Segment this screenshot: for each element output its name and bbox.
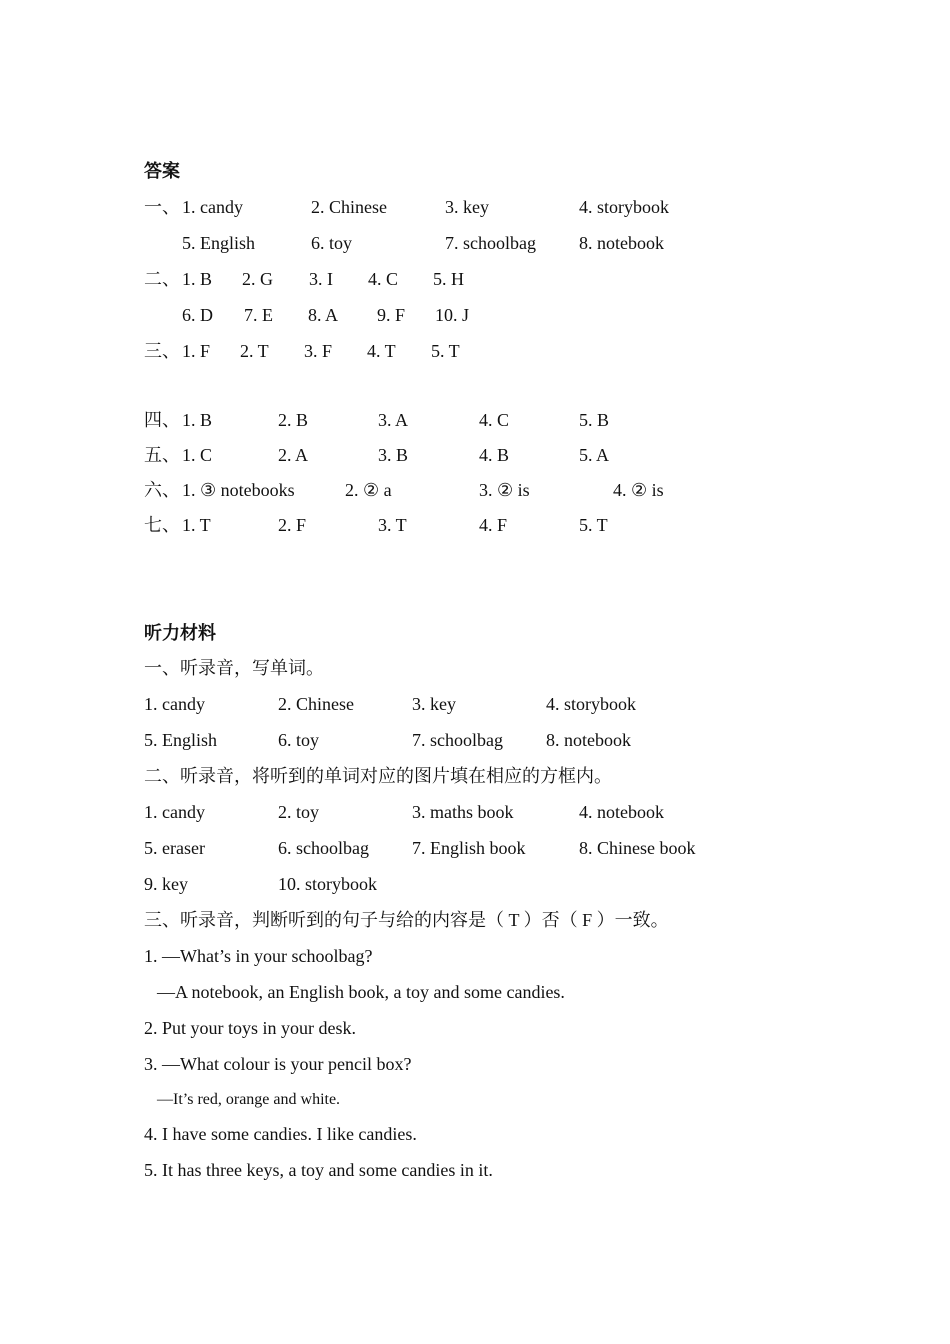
word-item: 5. English xyxy=(144,730,218,750)
word-item: 1. candy xyxy=(144,802,205,822)
answer-item: 4. ② is xyxy=(613,480,664,500)
word-item: 4. storybook xyxy=(546,694,636,714)
answer-item: 5. B xyxy=(579,410,610,430)
part-2-title: 二、听录音，将听到的单词对应的图片填在相应的方框内。 xyxy=(144,766,612,786)
word-item: 9. key xyxy=(144,874,188,894)
answer-item: 1. B xyxy=(182,269,213,289)
answer-item: 7. schoolbag xyxy=(445,233,536,253)
answer-item: 2. T xyxy=(240,341,269,361)
part-1-title: 一、听录音，写单词。 xyxy=(144,658,324,678)
answer-item: 1. ③ notebooks xyxy=(182,480,295,500)
section-number: 四、 xyxy=(144,410,180,430)
answer-item: 2. F xyxy=(278,515,307,535)
section-number: 七、 xyxy=(144,515,180,535)
part-3-title: 三、听录音，判断听到的句子与给的内容是（ T ）否（ F ）一致。 xyxy=(144,910,669,930)
answer-item: 5. T xyxy=(579,515,608,535)
section-number: 六、 xyxy=(144,480,180,500)
word-item: 3. key xyxy=(412,694,456,714)
answer-item: 1. T xyxy=(182,515,211,535)
word-item: 10. storybook xyxy=(278,874,377,894)
word-item: 4. notebook xyxy=(579,802,664,822)
answer-item: 4. F xyxy=(479,515,508,535)
answer-item: 4. C xyxy=(368,269,399,289)
answer-item: 1. C xyxy=(182,445,213,465)
answer-item: 6. toy xyxy=(311,233,353,253)
word-item: 6. toy xyxy=(278,730,320,750)
answer-item: 7. E xyxy=(244,305,273,325)
answer-item: 3. B xyxy=(378,445,409,465)
section-number: 五、 xyxy=(144,445,180,465)
section-number: 二、 xyxy=(144,269,180,289)
word-item: 7. English book xyxy=(412,838,526,858)
answer-item: 6. D xyxy=(182,305,213,325)
sentence-line: 3. —What colour is your pencil box? xyxy=(144,1054,412,1074)
answer-item: 4. storybook xyxy=(579,197,669,217)
answer-item: 3. key xyxy=(445,197,489,217)
answer-item: 9. F xyxy=(377,305,406,325)
answers-heading: 答案 xyxy=(144,161,180,181)
word-item: 3. maths book xyxy=(412,802,514,822)
answer-item: 4. T xyxy=(367,341,396,361)
answer-item: 3. F xyxy=(304,341,333,361)
sentence-line: —A notebook, an English book, a toy and some candies. xyxy=(157,982,565,1002)
section-number: 三、 xyxy=(144,341,180,361)
word-item: 7. schoolbag xyxy=(412,730,503,750)
word-item: 6. schoolbag xyxy=(278,838,369,858)
word-item: 1. candy xyxy=(144,694,205,714)
answer-item: 2. Chinese xyxy=(311,197,387,217)
answer-item: 8. notebook xyxy=(579,233,664,253)
answer-item: 5. T xyxy=(431,341,460,361)
answer-item: 5. A xyxy=(579,445,610,465)
word-item: 5. eraser xyxy=(144,838,205,858)
answer-item: 5. English xyxy=(182,233,256,253)
sentence-line: 4. I have some candies. I like candies. xyxy=(144,1124,417,1144)
answer-item: 4. B xyxy=(479,445,510,465)
word-item: 8. Chinese book xyxy=(579,838,696,858)
answer-item: 2. G xyxy=(242,269,273,289)
answer-item: 3. A xyxy=(378,410,409,430)
section-number: 一、 xyxy=(144,197,180,217)
answer-item: 3. ② is xyxy=(479,480,530,500)
sentence-line: —It’s red, orange and white. xyxy=(157,1091,341,1108)
sentence-line: 2. Put your toys in your desk. xyxy=(144,1018,357,1038)
listening-heading: 听力材料 xyxy=(144,623,216,643)
answer-item: 3. T xyxy=(378,515,407,535)
answer-item: 2. A xyxy=(278,445,309,465)
answer-item: 2. ② a xyxy=(345,480,392,500)
sentence-line: 5. It has three keys, a toy and some candies in it. xyxy=(144,1160,493,1180)
word-item: 2. Chinese xyxy=(278,694,354,714)
answer-item: 10. J xyxy=(435,305,470,325)
answer-item: 1. B xyxy=(182,410,213,430)
word-item: 2. toy xyxy=(278,802,320,822)
answer-item: 4. C xyxy=(479,410,510,430)
answer-item: 3. I xyxy=(309,269,333,289)
answer-item: 1. F xyxy=(182,341,211,361)
sentence-line: 1. —What’s in your schoolbag? xyxy=(144,946,373,966)
answer-item: 8. A xyxy=(308,305,339,325)
answer-item: 2. B xyxy=(278,410,309,430)
word-item: 8. notebook xyxy=(546,730,631,750)
answer-item: 1. candy xyxy=(182,197,243,217)
answer-item: 5. H xyxy=(433,269,464,289)
